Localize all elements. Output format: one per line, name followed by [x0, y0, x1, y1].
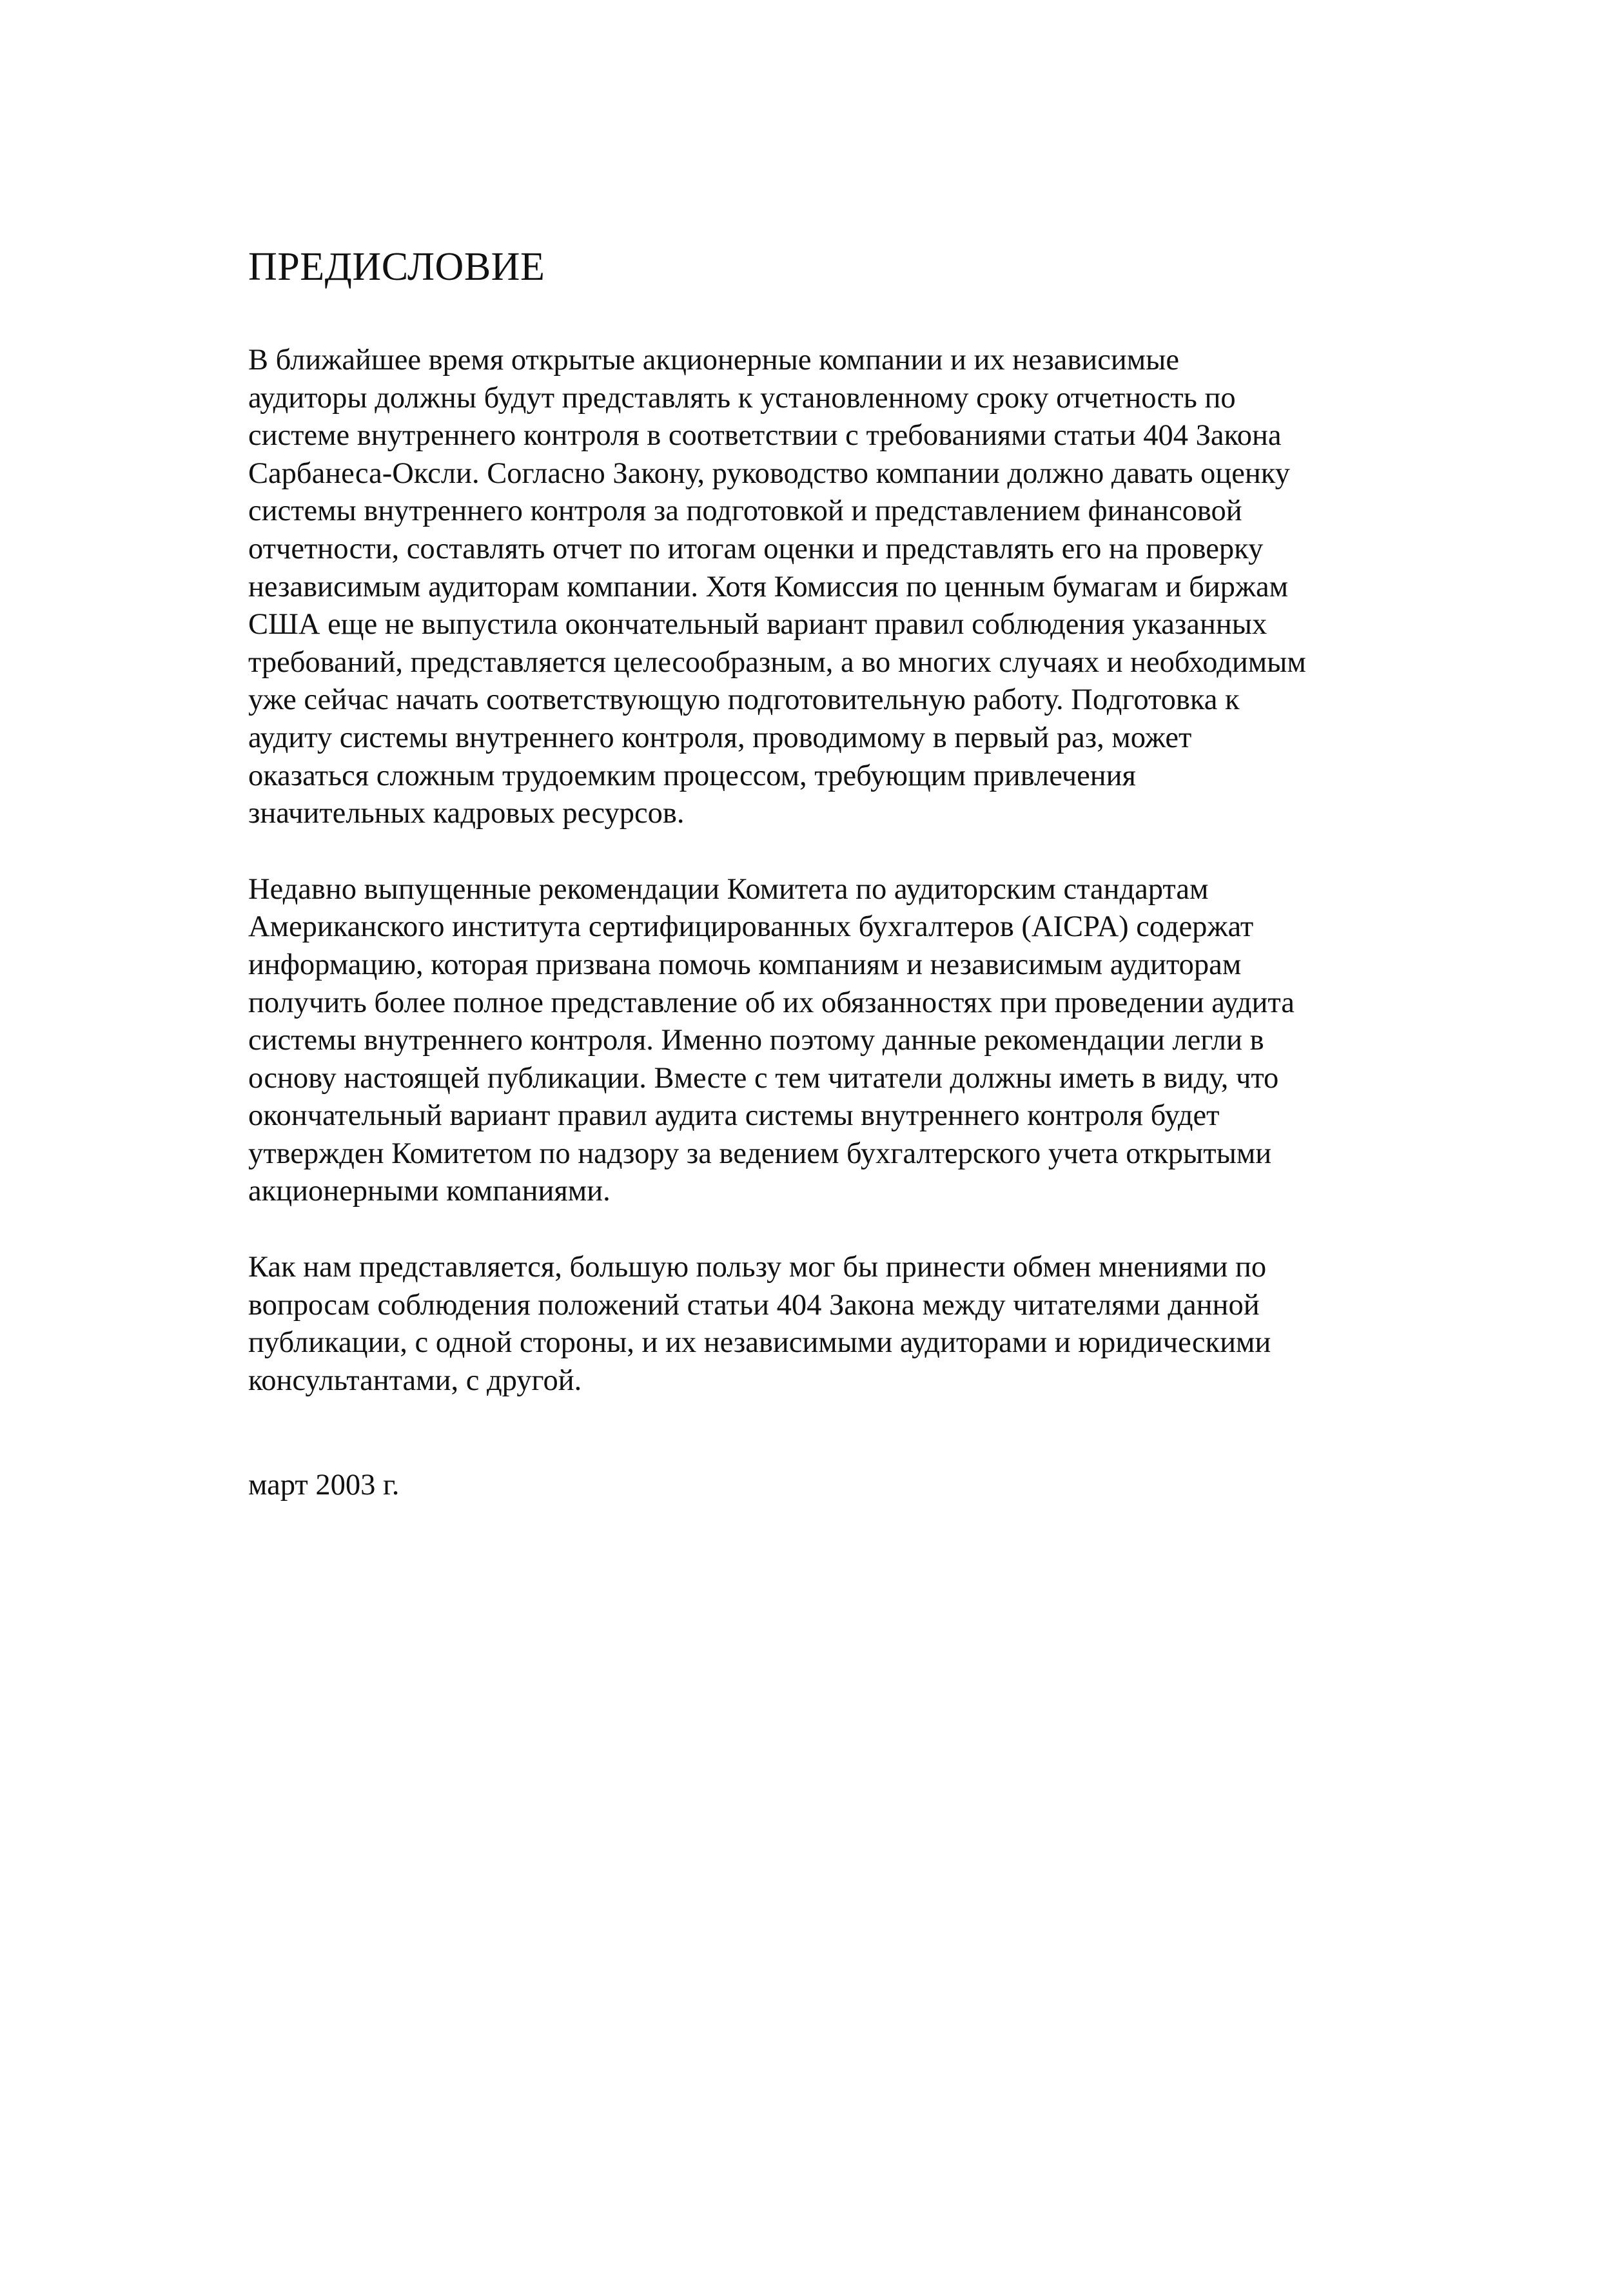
document-content [248, 240, 1409, 1505]
paragraph-line: значительных кадровых ресурсов. [248, 797, 685, 830]
paragraph-line: Американского института сертифицированных бухгалтеров (AICPA) содержат [248, 910, 1254, 944]
paragraph-line: Как нам представляется, большую пользу мог бы принести обмен мнениями по [248, 1251, 1267, 1284]
paragraph-line: В ближайшее время открытые акционерные компании и их независимые [248, 344, 1180, 377]
paragraph-2 [248, 871, 1409, 1211]
paragraph-line: уже сейчас начать соответствующую подготовительную работу. Подготовка к [248, 683, 1240, 717]
paragraph-1 [248, 342, 1409, 833]
paragraph-line: акционерными компаниями. [248, 1175, 611, 1208]
body-text [248, 342, 1409, 1400]
paragraph-line: вопросам соблюдения положений статьи 404 Закона между читателями данной [248, 1288, 1260, 1322]
paragraph-line: получить более полное представление об их обязанностях при проведении аудита [248, 986, 1295, 1019]
paragraph-line: отчетности, составлять отчет по итогам оценки и представлять его на проверку [248, 532, 1264, 565]
document-date: март 2003 г. [248, 1469, 400, 1502]
paragraph-line: публикации, с одной стороны, и их независимыми аудиторами и юридическими [248, 1326, 1271, 1360]
paragraph-line: требований, представляется целесообразным, а во многих случаях и необходимым [248, 645, 1306, 679]
paragraph-line: информацию, которая призвана помочь компаниям и независимым аудиторам [248, 948, 1242, 981]
paragraph-3 [248, 1249, 1409, 1400]
paragraph-line: утвержден Комитетом по надзору за ведением бухгалтерского учета открытыми [248, 1137, 1272, 1170]
paragraph-line: системы внутреннего контроля. Именно поэтому данные рекомендации легли в [248, 1024, 1264, 1057]
page-title: ПРЕДИСЛОВИЕ [248, 245, 545, 289]
paragraph-line: аудиту системы внутреннего контроля, проводимому в первый раз, может [248, 721, 1192, 754]
paragraph-line: США еще не выпустила окончательный вариант правил соблюдения указанных [248, 608, 1267, 641]
paragraph-line: консультантами, с другой. [248, 1364, 582, 1397]
paragraph-line: системе внутреннего контроля в соответствии с требованиями статьи 404 Закона [248, 419, 1282, 453]
paragraph-line: основу настоящей публикации. Вместе с тем читатели должны иметь в виду, что [248, 1061, 1279, 1095]
paragraph-line: Недавно выпущенные рекомендации Комитета по аудиторским стандартам [248, 872, 1209, 906]
paragraph-line: оказаться сложным трудоемким процессом, требующим привлечения [248, 759, 1136, 792]
paragraph-line: системы внутреннего контроля за подготовкой и представлением финансовой [248, 494, 1242, 528]
paragraph-line: Сарбанеса-Оксли. Согласно Закону, руководство компании должно давать оценку [248, 456, 1290, 490]
paragraph-line: окончательный вариант правил аудита системы внутреннего контроля будет [248, 1099, 1220, 1133]
paragraph-line: независимым аудиторам компании. Хотя Комиссия по ценным бумагам и биржам [248, 570, 1289, 603]
paragraph-line: аудиторы должны будут представлять к установленному сроку отчетность по [248, 381, 1236, 415]
